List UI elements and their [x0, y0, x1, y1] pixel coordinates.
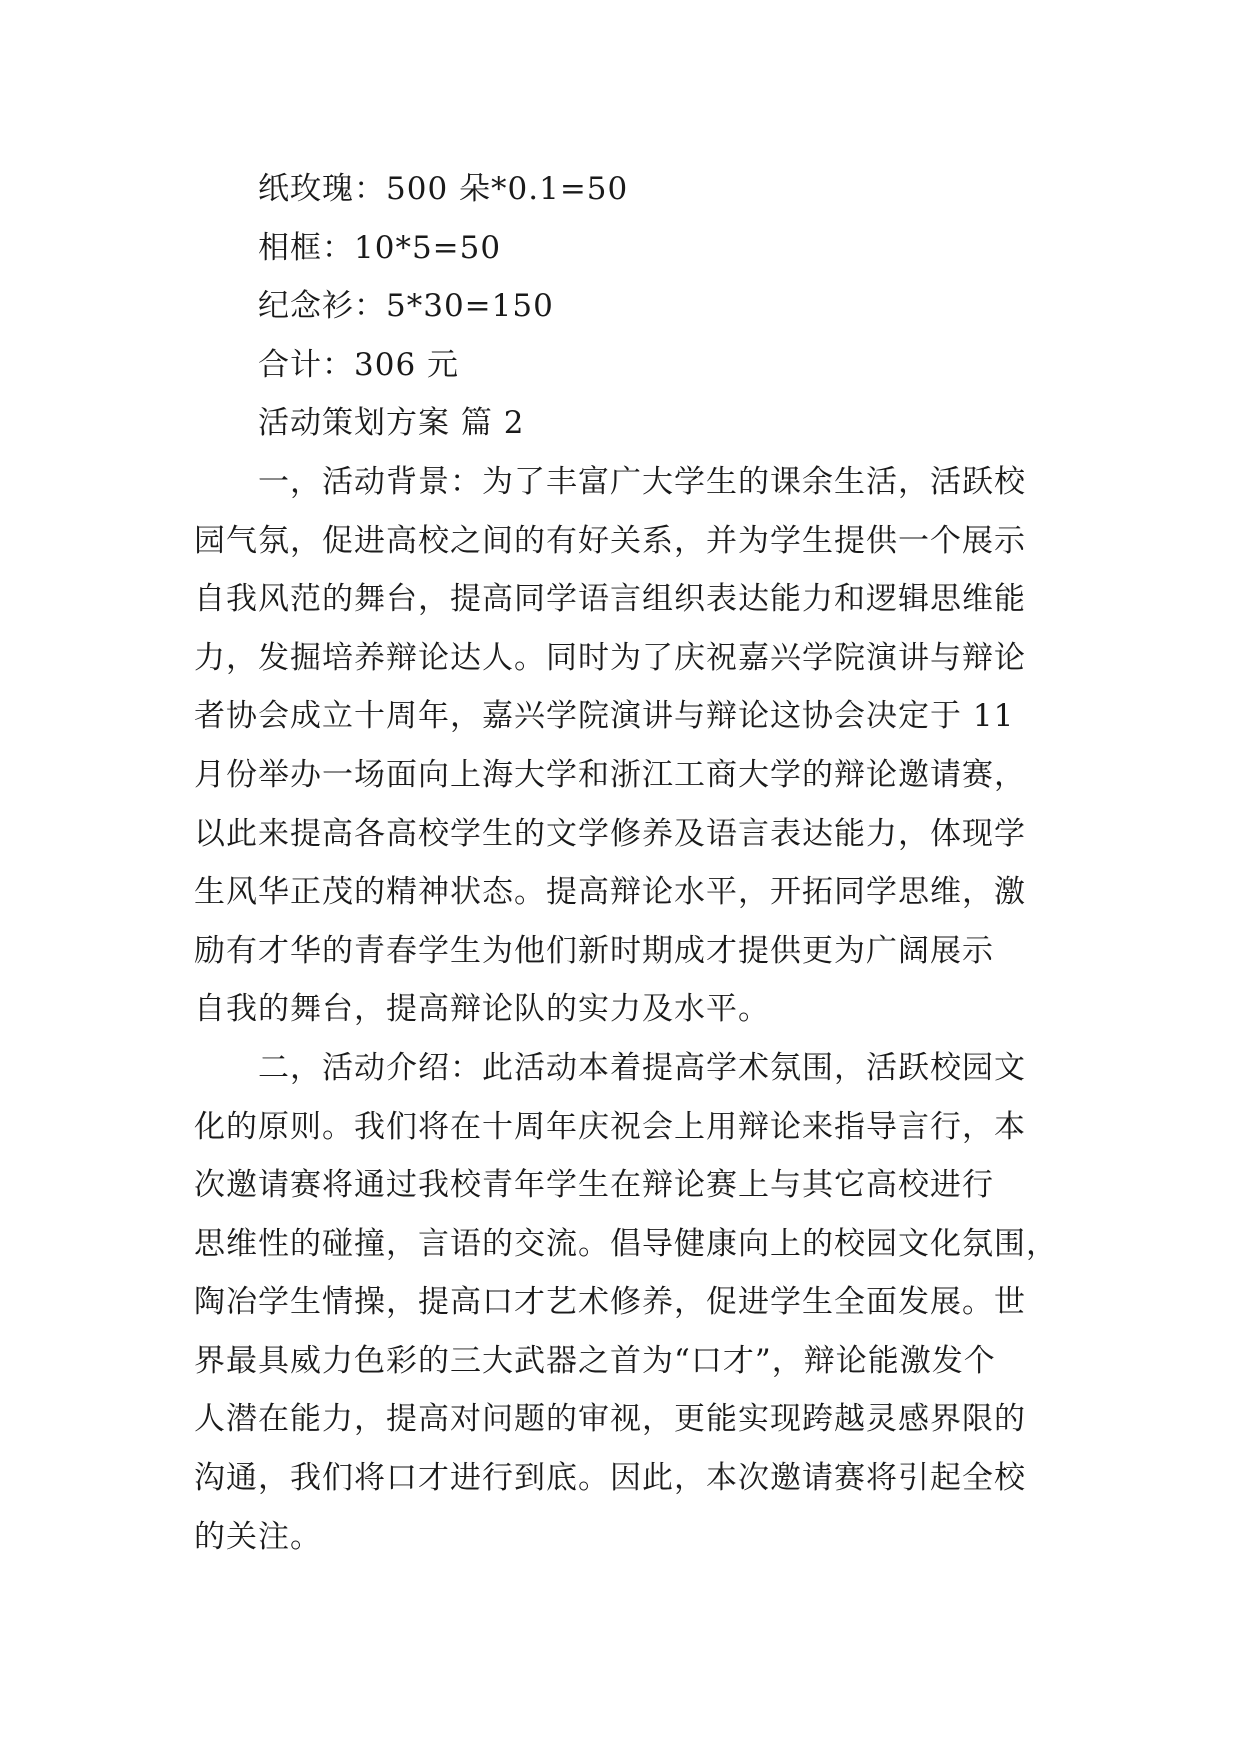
paragraph-line: 次邀请赛将通过我校青年学生在辩论赛上与其它高校进行 [194, 1167, 994, 1204]
paragraph-line: 园气氛，促进高校之间的有好关系，并为学生提供一个展示 [194, 522, 1026, 559]
paragraph-line: 人潜在能力，提高对问题的审视，更能实现跨越灵感界限的 [194, 1401, 1026, 1438]
paragraph-line: 化的原则。我们将在十周年庆祝会上用辩论来指导言行，本 [194, 1108, 1026, 1145]
paragraph-line: 自我的舞台，提高辩论队的实力及水平。 [194, 991, 770, 1028]
paragraph-line: 沟通，我们将口才进行到底。因此，本次邀请赛将引起全校 [194, 1460, 1026, 1497]
paragraph-line: 思维性的碰撞，言语的交流。倡导健康向上的校园文化氛围， [194, 1225, 1058, 1262]
paragraph-introduction [194, 1039, 1064, 1566]
paragraph-line: 月份举办一场面向上海大学和浙江工商大学的辩论邀请赛， [194, 756, 1026, 793]
paragraph-line: 力，发掘培养辩论达人。同时为了庆祝嘉兴学院演讲与辩论 [194, 639, 1026, 676]
paragraph-line: 励有才华的青春学生为他们新时期成才提供更为广阔展示 [194, 932, 994, 969]
budget-line-total: 合计：306 元 [258, 346, 460, 383]
section-title: 活动策划方案 篇 2 [258, 405, 525, 442]
paragraph-line: 的关注。 [194, 1518, 322, 1555]
paragraph-line: 二，活动介绍：此活动本着提高学术氛围，活跃校园文 [258, 1049, 1026, 1086]
budget-line-paper-roses: 纸玫瑰：500 朵*0.1=50 [258, 171, 629, 207]
paragraph-background [194, 453, 1064, 1039]
paragraph-line: 以此来提高各高校学生的文学修养及语言表达能力，体现学 [194, 815, 1026, 852]
budget-line-photo-frames: 相框：10*5=50 [258, 229, 502, 266]
paragraph-line: 陶冶学生情操，提高口才艺术修养，促进学生全面发展。世 [194, 1284, 1026, 1321]
budget-line-t-shirts: 纪念衫：5*30=150 [258, 288, 554, 325]
paragraph-line: 自我风范的舞台，提高同学语言组织表达能力和逻辑思维能 [194, 581, 1026, 618]
paragraph-line: 一，活动背景：为了丰富广大学生的课余生活，活跃校 [258, 463, 1026, 500]
document-body [194, 160, 1064, 1566]
paragraph-line: 者协会成立十周年，嘉兴学院演讲与辩论这协会决定于 11 [194, 698, 1015, 735]
paragraph-line: 生风华正茂的精神状态。提高辩论水平，开拓同学思维，激 [194, 874, 1026, 911]
paragraph-line: 界最具威力色彩的三大武器之首为“口才”，辩论能激发个 [194, 1342, 996, 1379]
